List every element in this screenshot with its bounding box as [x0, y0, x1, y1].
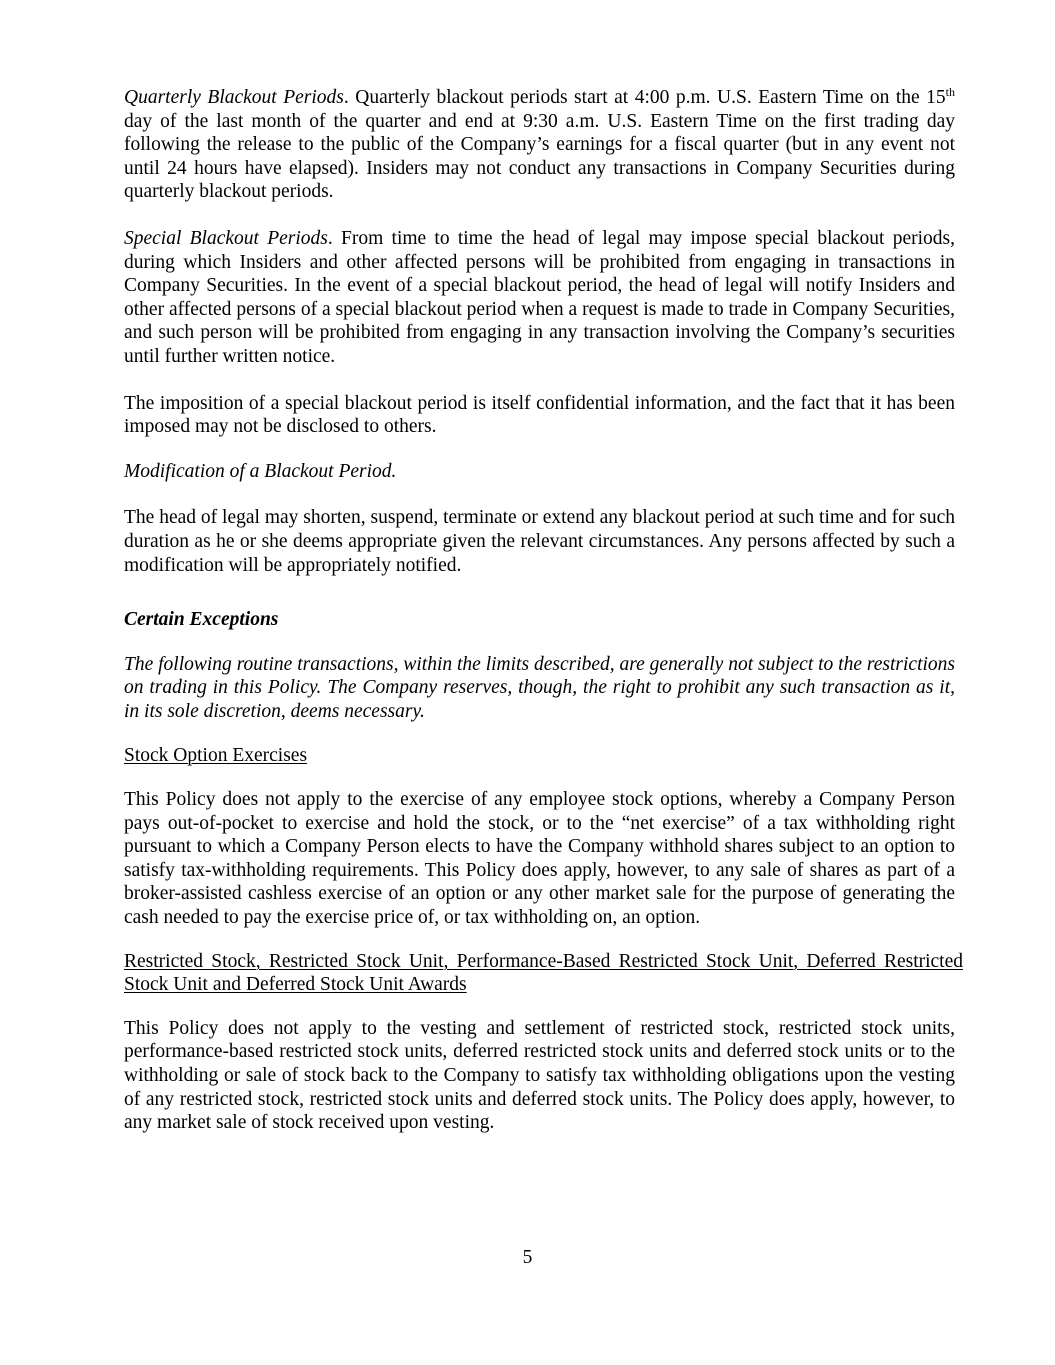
quarterly-blackout-text-b: day of the last month of the quarter and end at 9:30 a.m. U.S. Eastern Time on the first trading day following the release to the public of the Company’s earnings for a fiscal quarter (but in any event not until 24 hours have elapsed). Insiders may not conduct any transactions in Company Securities during quarterly blackout periods. [124, 110, 955, 203]
restricted-stock-heading-paragraph [124, 950, 963, 997]
certain-exceptions-heading: Certain Exceptions [124, 609, 279, 631]
page-number: 5 [522, 1247, 533, 1268]
special-blackout-paragraph: Special Blackout Periods. From time to time the head of legal may impose special blackout periods, during which Insiders and other affected persons will be prohibited from engaging in transactions in Company Securities. In the event of a special blackout period, the head of legal will notify Insiders and other affected persons of a special blackout period when a request is made to trade in Company Securities, and such person will be prohibited from engaging in any transaction involving the Company’s securities until further written notice. [124, 227, 956, 367]
stock-option-heading: Stock Option Exercises [124, 745, 308, 767]
modification-heading: Modification of a Blackout Period [124, 460, 392, 482]
restricted-stock-paragraph: This Policy does not apply to the vesting and settlement of restricted stock, restricted stock units, performance-based restricted stock units, deferred restricted stock units and deferred stock units or to the withholding or sale of stock back to the Company to satisfy tax withholding obligations upon the vesting of any restricted stock, restricted stock units and deferred stock units. The Policy does apply, however, to any market sale of stock received upon vesting. [124, 1017, 955, 1134]
quarterly-blackout-text-a: Quarterly blackout periods start at 4:00 p.m. U.S. Eastern Time on the 15 [355, 87, 946, 108]
stock-option-paragraph: This Policy does not apply to the exercise of any employee stock options, whereby a Company Person pays out-of-pocket to exercise and hold the stock, or to the “net exercise” of a tax withholding right pursuant to which a Company Person elects to have the Company withhold shares subject to an option to satisfy tax-withholding requirements. This Policy does apply, however, to any sale of shares as part of a broker-assisted cashless exercise of an option or any other market sale for the purpose of generating the cash needed to pay the exercise price of, or tax withholding on, an option. [124, 789, 955, 929]
restricted-stock-heading: Restricted Stock, Restricted Stock Unit, Performance-Based Restricted Stock Unit, Deferred Restricted Stock Unit and Deferred Stock Unit Awards [124, 950, 963, 996]
modification-paragraph: The head of legal may shorten, suspend, terminate or extend any blackout period at such time and for such duration as he or she deems appropriate given the relevant circumstances. Any persons affected by such a modification will be appropriately notified. [124, 507, 955, 576]
special-blackout-text: From time to time the head of legal may impose special blackout periods, during which Insiders and other affected persons will be prohibited from engaging in transactions in Company Securities. In the event of a special blackout period, the head of legal will notify Insiders and other affected persons of a special blackout period when a request is made to trade in Company Securities, and such person will be prohibited from engaging in any transaction involving the Company’s securities until further written notice. [124, 227, 956, 367]
special-blackout-heading: Special Blackout Periods [124, 227, 328, 249]
imposition-paragraph: The imposition of a special blackout period is itself confidential information, and the fact that it has been imposed may not be disclosed to others. [124, 392, 955, 438]
modification-heading-paragraph: Modification of a Blackout Period. [124, 460, 397, 482]
document-page [124, 85, 963, 1135]
ordinal-superscript: th [945, 85, 956, 99]
quarterly-blackout-paragraph: Quarterly Blackout Periods. Quarterly blackout periods start at 4:00 p.m. U.S. Eastern Time on the 15th day of the last month of the quarter and end at 9:30 a.m. U.S. Eastern Time on the first trading day following the release to the public of the Company’s earnings for a fiscal quarter (but in any event not until 24 hours have elapsed). Insiders may not conduct any transactions in Company Securities during quarterly blackout periods. [124, 85, 956, 203]
quarterly-blackout-heading: Quarterly Blackout Periods [124, 87, 344, 108]
stock-option-heading-paragraph [124, 744, 955, 768]
exceptions-intro-paragraph: The following routine transactions, within the limits described, are generally not subject to the restrictions on trading in this Policy. The Company reserves, though, the right to prohibit any such transaction as it, in its sole discretion, deems necessary. [124, 653, 955, 722]
